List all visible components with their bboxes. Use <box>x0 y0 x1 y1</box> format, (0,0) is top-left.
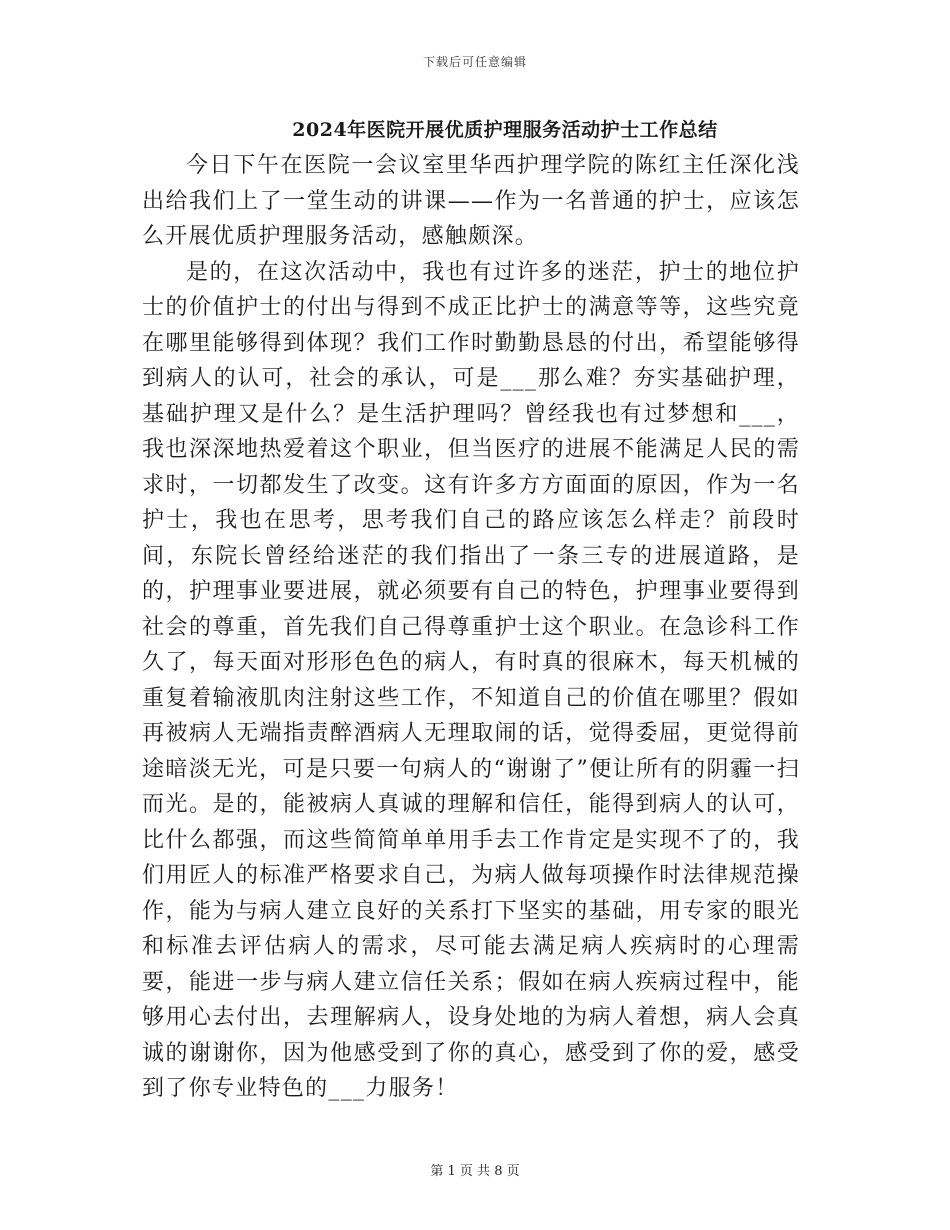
page-indicator: 第 1 页 共 8 页 <box>430 1164 520 1179</box>
document-title: 2024年医院开展优质护理服务活动护士工作总结 <box>292 119 718 141</box>
paragraph-2: 是的，在这次活动中，我也有过许多的迷茫，护士的地位护士的价值护士的付出与得到不成正比护士的满意等等，这些究竟在哪里能够得到体现？我们工作时勤勤恳恳的付出，希望能够得到病人的认可，社会的承认，可是___那么难？夯实基础护理，基础护理又是什么？是生活护理吗？曾经我也有过梦想和___，我也深深地热爱着这个职业，但当医疗的进展不能满足人民的需求时，一切都发生了改变。这有许多方方面面的原因，作为一名护士，我也在思考，思考我们自己的路应该怎么样走？前段时间，东院长曾经给迷茫的我们指出了一条三专的进展道路，是的，护理事业要进展，就必须要有自己的特色，护理事业要得到社会的尊重，首先我们自己得尊重护士这个职业。在急诊科工作久了，每天面对形形色色的病人，有时真的很麻木，每天机械的重复着输液肌肉注射这些工作，不知道自己的价值在哪里？假如再被病人无端指责醉酒病人无理取闹的话，觉得委屈，更觉得前途暗淡无光，可是只要一句病人的“谢谢了”便让所有的阴霾一扫而光。是的，能被病人真诚的理解和信任，能得到病人的认可，比什么都强，而这些简简单单用手去工作肯定是实现不了的，我们用匠人的标准严格要求自己，为病人做每项操作时法律规范操作，能为与病人建立良好的关系打下坚实的基础，用专家的眼光和标准去评估病人的需求，尽可能去满足病人疾病时的心理需要，能进一步与病人建立信任关系；假如在病人疾病过程中，能够用心去付出，去理解病人，设身处地的为病人着想，病人会真诚的谢谢你，因为他感受到了你的真心，感受到了你的爱，感受到了你专业特色的___力服务！ <box>142 259 800 1101</box>
paragraph-1: 今日下午在医院一会议室里华西护理学院的陈红主任深化浅出给我们上了一堂生动的讲课——作为一名普通的护士，应该怎么开展优质护理服务活动，感触颇深。 <box>142 153 800 249</box>
header-note: 下载后可任意编辑 <box>422 55 527 69</box>
document-body <box>142 148 800 1107</box>
